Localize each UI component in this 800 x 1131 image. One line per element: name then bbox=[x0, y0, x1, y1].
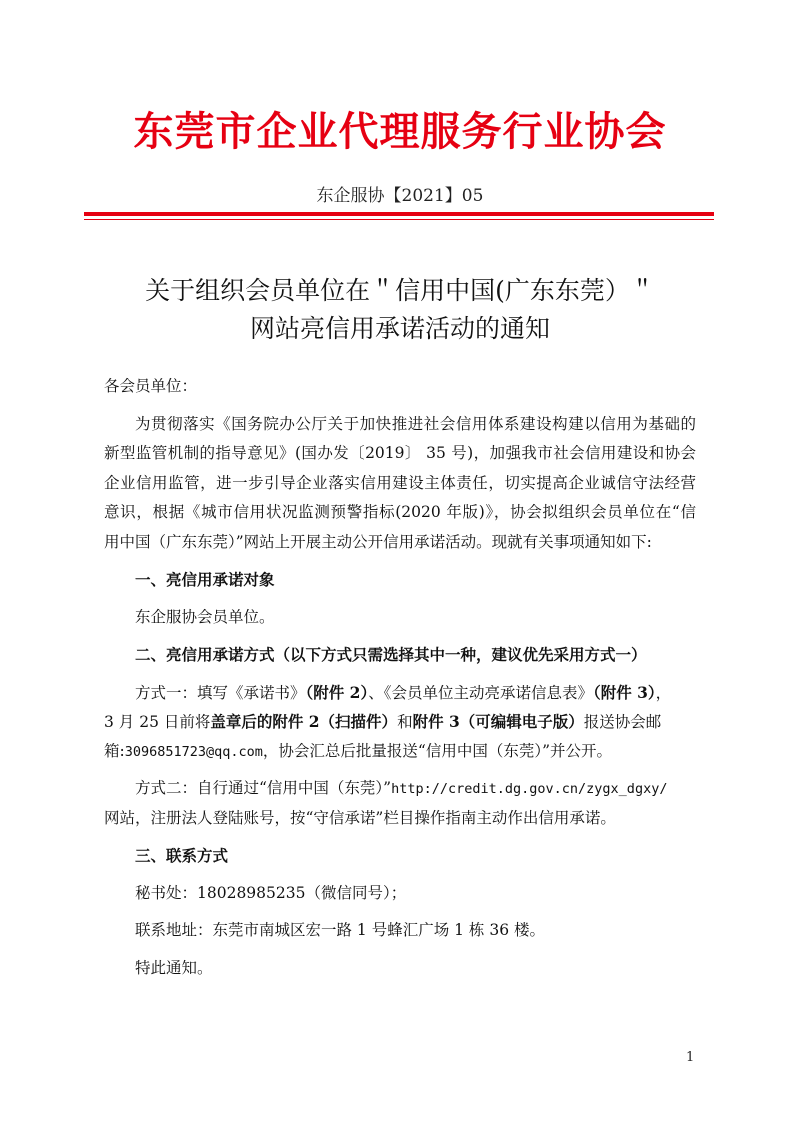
text-span: 方式二：自行通过“信用中国（东莞）” bbox=[135, 779, 392, 797]
intro-line: 企业信用监管，进一步引导企业落实信用建设主体责任，切实提高企业诚信守法经营 bbox=[104, 473, 696, 492]
secretary-contact: 秘书处：18028985235（微信同号）； bbox=[135, 883, 407, 902]
text-span: 方式一：填写《承诺书》 bbox=[135, 683, 306, 702]
credit-website-link[interactable]: http://credit.dg.gov.cn/zygx_dgxy/ bbox=[391, 781, 668, 797]
salutation: 各会员单位： bbox=[104, 377, 198, 395]
document-number: 东企服协【2021】05 bbox=[316, 186, 484, 206]
header-divider-thick bbox=[84, 212, 714, 216]
organization-title: 东莞市企业代理服务行业协会 bbox=[133, 108, 667, 155]
intro-line: 用中国（广东东莞）”网站上开展主动公开信用承诺活动。现就有关事项通知如下: bbox=[104, 532, 652, 551]
email-link[interactable]: 3096851723@qq.com bbox=[124, 743, 263, 760]
method-2-line-2: 网站，注册法人登陆账号，按“守信承诺”栏目操作指南主动作出信用承诺。 bbox=[104, 808, 616, 827]
section-1-heading: 一、亮信用承诺对象 bbox=[135, 570, 275, 589]
page-number: 1 bbox=[686, 1050, 695, 1065]
header-divider-thin bbox=[84, 219, 714, 220]
section-3-heading: 三、联系方式 bbox=[135, 846, 229, 865]
text-span: ， bbox=[655, 683, 672, 702]
notice-title-line-2: 网站亮信用承诺活动的通知 bbox=[249, 314, 550, 343]
attachment-2-scan-label: 盖章后的附件 2（扫描件） bbox=[210, 712, 398, 731]
notice-title bbox=[60, 272, 740, 348]
contact-address: 联系地址：东莞市南城区宏一路 1 号蜂汇广场 1 栋 36 楼。 bbox=[135, 921, 546, 939]
section-1-text: 东企服协会员单位。 bbox=[135, 607, 275, 626]
closing-remark: 特此通知。 bbox=[135, 958, 213, 977]
section-2-heading: 二、亮信用承诺方式（以下方式只需选择其中一种，建议优先采用方式一） bbox=[135, 645, 647, 664]
text-span: 和 bbox=[397, 713, 413, 731]
intro-line: 意识，根据《城市信用状况监测预警指标(2020 年版)》，协会拟组织会员单位在“信 bbox=[104, 503, 696, 521]
intro-line: 新型监管机制的指导意见》(国办发〔2019〕 35 号)，加强我市社会信用建设和协会 bbox=[104, 444, 696, 462]
text-span: 、《会员单位主动亮承诺信息表》 bbox=[368, 683, 593, 702]
text-span: ，协会汇总后批量报送“信用中国（东莞）”并公开。 bbox=[262, 741, 613, 760]
method-1-line-2 bbox=[104, 707, 696, 737]
attachment-2-label: （附件 2） bbox=[305, 682, 369, 702]
attachment-3-editable-label: 附件 3（可编辑电子版） bbox=[412, 712, 584, 731]
method-1-line-1 bbox=[104, 678, 696, 708]
text-span: 箱: bbox=[104, 741, 125, 760]
notice-title-line-1: 关于组织会员单位在＂信用中国(广东东莞）＂ bbox=[145, 276, 655, 305]
method-1-line-3 bbox=[104, 737, 696, 767]
document-body bbox=[104, 372, 696, 983]
text-span: 报送协会邮 bbox=[583, 713, 662, 731]
attachment-3-label: （附件 3） bbox=[592, 682, 656, 702]
text-span: 3 月 25 日前将 bbox=[104, 713, 211, 731]
intro-line: 为贯彻落实《国务院办公厅关于加快推进社会信用体系建设构建以信用为基础的 bbox=[135, 414, 696, 433]
method-2-line-1 bbox=[104, 774, 696, 804]
